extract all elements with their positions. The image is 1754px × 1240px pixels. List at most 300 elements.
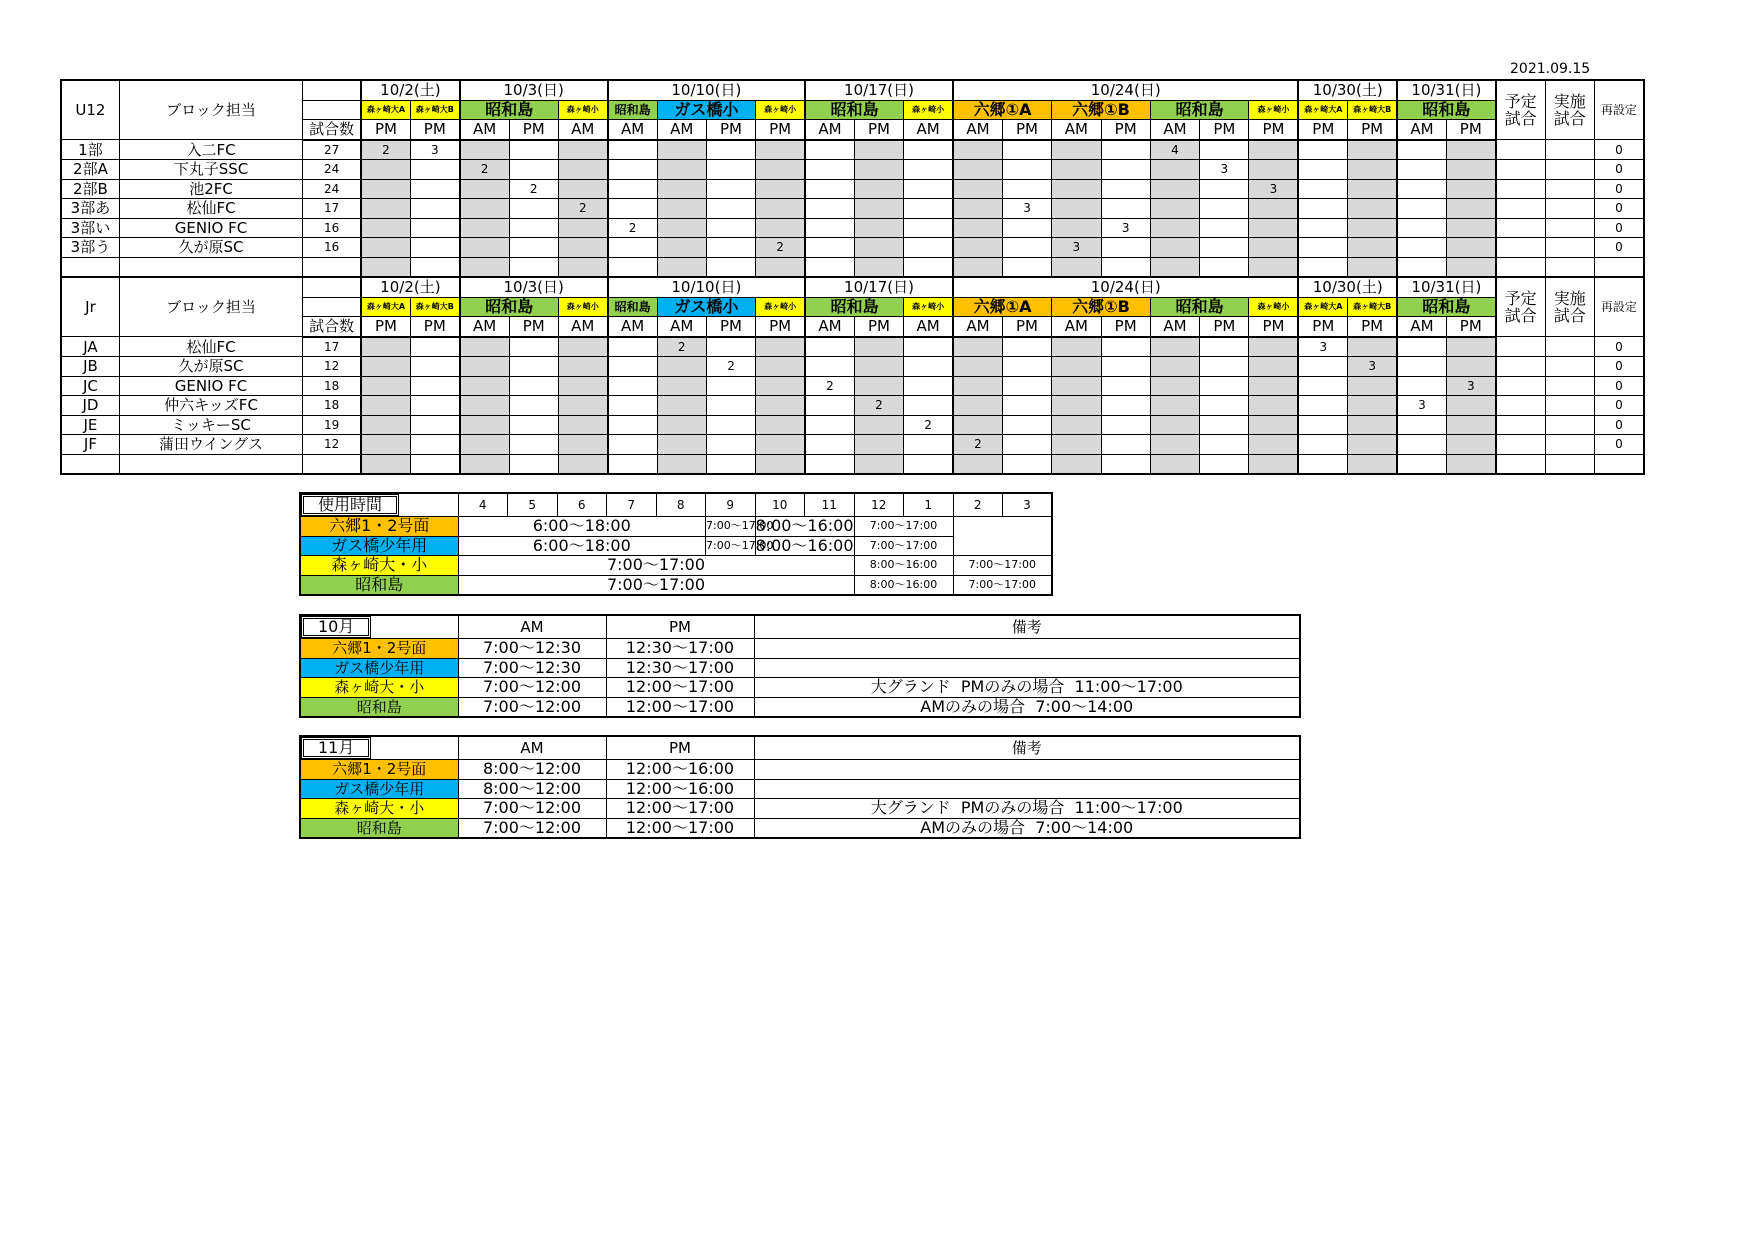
slot-header: PM	[1298, 120, 1347, 140]
slot-cell	[1446, 396, 1495, 416]
slot-cell	[1298, 238, 1347, 258]
date-header: 10/31(日)	[1397, 80, 1496, 100]
venue-header: 森ヶ崎大B	[1348, 297, 1397, 317]
slot-cell	[1200, 199, 1249, 219]
slot-cell	[1101, 376, 1150, 396]
usage-cell: 8:00～16:00	[755, 516, 854, 536]
table-row	[61, 160, 1644, 180]
block-header: ブロック担当	[119, 277, 302, 337]
slot-cell	[1249, 257, 1298, 277]
block-cell: 2部A	[61, 160, 119, 180]
slot-cell	[706, 199, 755, 219]
yotei-label: 予定試合	[1504, 288, 1537, 325]
usage-title	[300, 493, 458, 517]
slot-cell	[410, 160, 459, 180]
slot-cell	[1101, 454, 1150, 474]
facility-label: 森ヶ崎大・小	[300, 678, 458, 698]
slot-cell	[608, 376, 657, 396]
date-header: 10/17(日)	[805, 277, 953, 297]
month-title-label: 10月	[301, 616, 371, 638]
slot-cell	[361, 160, 410, 180]
table-row	[61, 179, 1644, 199]
slot-cell	[756, 160, 805, 180]
slot-cell	[1200, 357, 1249, 377]
slot-cell	[756, 257, 805, 277]
team-cell: GENIO FC	[119, 376, 302, 396]
slot-header: PM	[1446, 317, 1495, 337]
slot-cell	[1298, 257, 1347, 277]
slot-cell	[410, 357, 459, 377]
section-label: U12	[61, 80, 119, 140]
slot-cell	[904, 257, 953, 277]
slot-cell	[1348, 337, 1397, 357]
slot-cell	[509, 140, 558, 160]
month-row	[300, 658, 1300, 678]
block-cell	[61, 257, 119, 277]
facility-label: 森ヶ崎大・小	[300, 556, 458, 576]
slot-cell	[1348, 454, 1397, 474]
slot-cell	[1101, 415, 1150, 435]
slot-cell	[953, 218, 1002, 238]
blank-header	[303, 80, 361, 100]
slot-cell	[1446, 454, 1495, 474]
jisshi-header	[1545, 277, 1594, 337]
slot-cell	[1298, 199, 1347, 219]
slot-cell	[558, 396, 607, 416]
block-cell: 3部う	[61, 238, 119, 258]
reset-cell	[1594, 454, 1644, 474]
slot-cell	[657, 218, 706, 238]
slot-cell	[1348, 238, 1397, 258]
slot-cell	[1446, 140, 1495, 160]
slot-cell	[953, 199, 1002, 219]
slot-cell: 3	[1348, 357, 1397, 377]
slot-cell	[608, 337, 657, 357]
slot-cell	[904, 238, 953, 258]
slot-cell	[953, 257, 1002, 277]
slot-cell	[1052, 257, 1101, 277]
slot-cell	[410, 415, 459, 435]
games-cell: 17	[303, 337, 361, 357]
schedule-table	[60, 79, 1645, 475]
facility-label: 六郷1・2号面	[300, 517, 458, 537]
slot-cell	[1150, 357, 1199, 377]
slot-cell	[608, 160, 657, 180]
note-cell	[754, 639, 1300, 659]
slot-cell	[1298, 396, 1347, 416]
slot-cell: 2	[953, 435, 1002, 455]
block-cell: JE	[61, 415, 119, 435]
slot-cell	[1052, 376, 1101, 396]
slot-cell	[706, 435, 755, 455]
slot-cell: 2	[854, 396, 903, 416]
slot-cell	[657, 160, 706, 180]
usage-cell: 7:00～17:00	[953, 556, 1052, 576]
slot-cell	[361, 218, 410, 238]
slot-cell	[410, 435, 459, 455]
slot-cell	[904, 218, 953, 238]
slot-cell	[558, 337, 607, 357]
date-header: 10/10(日)	[608, 80, 805, 100]
venue-header: 昭和島	[608, 297, 657, 317]
slot-cell	[1249, 376, 1298, 396]
reset-cell: 0	[1594, 160, 1644, 180]
date-header: 10/17(日)	[805, 80, 953, 100]
pm-cell: 12:00～16:00	[606, 760, 754, 780]
slot-cell	[1002, 454, 1051, 474]
note-cell: AMのみの場合 7:00～14:00	[754, 697, 1300, 717]
slot-cell	[756, 415, 805, 435]
slot-header: AM	[1150, 120, 1199, 140]
slot-header: PM	[361, 120, 410, 140]
slot-cell	[361, 238, 410, 258]
blank-header	[303, 100, 361, 120]
slot-cell	[953, 160, 1002, 180]
month-row	[300, 779, 1300, 799]
slot-cell	[460, 199, 509, 219]
slot-cell	[1200, 435, 1249, 455]
slot-cell	[1101, 179, 1150, 199]
block-cell: 3部い	[61, 218, 119, 238]
slot-cell	[854, 199, 903, 219]
slot-cell	[854, 140, 903, 160]
slot-header: PM	[410, 120, 459, 140]
month-row	[300, 818, 1300, 838]
slot-header: PM	[756, 317, 805, 337]
pm-cell: 12:00～17:00	[606, 818, 754, 838]
games-header: 試合数	[303, 317, 361, 337]
slot-cell	[509, 238, 558, 258]
slot-header: AM	[558, 317, 607, 337]
slot-cell	[1002, 218, 1051, 238]
slot-cell	[904, 376, 953, 396]
slot-cell	[1446, 199, 1495, 219]
slot-cell	[805, 337, 854, 357]
slot-cell	[1397, 357, 1446, 377]
month-title-label: 11月	[301, 737, 371, 759]
slot-cell	[509, 376, 558, 396]
yotei-cell	[1496, 415, 1545, 435]
slot-cell	[706, 218, 755, 238]
slot-cell	[410, 257, 459, 277]
slot-cell	[805, 199, 854, 219]
slot-cell	[1298, 454, 1347, 474]
slot-cell	[1249, 218, 1298, 238]
slot-cell	[1348, 218, 1397, 238]
slot-cell	[657, 140, 706, 160]
slot-cell: 2	[657, 337, 706, 357]
pm-cell: 12:00～17:00	[606, 697, 754, 717]
venue-header: 昭和島	[805, 100, 904, 120]
slot-cell	[1249, 337, 1298, 357]
slot-cell	[657, 199, 706, 219]
blank-header	[303, 277, 361, 297]
slot-cell	[904, 199, 953, 219]
month-row	[300, 799, 1300, 819]
month-header: 4	[458, 493, 508, 517]
month-header: 12	[854, 493, 904, 517]
games-cell: 27	[303, 140, 361, 160]
usage-cell: 6:00～18:00	[458, 536, 706, 556]
slot-cell	[1002, 140, 1051, 160]
reset-cell: 0	[1594, 199, 1644, 219]
facility-label: ガス橋少年用	[300, 658, 458, 678]
slot-cell	[1249, 199, 1298, 219]
slot-cell	[1249, 415, 1298, 435]
slot-cell	[756, 435, 805, 455]
slot-cell	[657, 238, 706, 258]
slot-cell	[1446, 435, 1495, 455]
slot-cell	[1397, 415, 1446, 435]
venue-header: 六郷①B	[1052, 100, 1151, 120]
slot-cell	[1200, 337, 1249, 357]
jisshi-cell	[1545, 454, 1594, 474]
slot-cell	[1101, 160, 1150, 180]
slot-cell	[509, 357, 558, 377]
slot-cell	[558, 179, 607, 199]
slot-cell	[1397, 238, 1446, 258]
slot-cell	[1298, 415, 1347, 435]
slot-cell	[1150, 415, 1199, 435]
slot-header: AM	[657, 317, 706, 337]
slot-cell	[1397, 218, 1446, 238]
slot-cell	[1150, 199, 1199, 219]
jisshi-cell	[1545, 257, 1594, 277]
jisshi-cell	[1545, 357, 1594, 377]
slot-cell: 4	[1150, 140, 1199, 160]
month-header: 8	[656, 493, 706, 517]
facility-label: 昭和島	[300, 697, 458, 717]
slot-header: AM	[1052, 120, 1101, 140]
slot-header: PM	[1249, 317, 1298, 337]
reset-cell: 0	[1594, 337, 1644, 357]
slot-cell	[657, 257, 706, 277]
team-cell: 下丸子SSC	[119, 160, 302, 180]
jisshi-cell	[1545, 415, 1594, 435]
slot-cell	[657, 179, 706, 199]
slot-cell	[953, 357, 1002, 377]
usage-row	[300, 556, 1052, 576]
table-row	[61, 435, 1644, 455]
slot-cell	[460, 179, 509, 199]
slot-cell	[706, 238, 755, 258]
slot-cell	[608, 415, 657, 435]
slot-header: PM	[854, 120, 903, 140]
slot-cell: 2	[706, 357, 755, 377]
slot-header: AM	[953, 120, 1002, 140]
jisshi-cell	[1545, 140, 1594, 160]
slot-cell	[657, 454, 706, 474]
slot-cell	[1348, 415, 1397, 435]
slot-cell	[904, 396, 953, 416]
date-header: 10/2(土)	[361, 277, 460, 297]
team-cell	[119, 257, 302, 277]
slot-cell	[1298, 357, 1347, 377]
slot-cell	[854, 160, 903, 180]
slot-cell	[460, 396, 509, 416]
slot-header: PM	[410, 317, 459, 337]
slot-cell	[805, 218, 854, 238]
jisshi-cell	[1545, 396, 1594, 416]
month-row	[300, 697, 1300, 717]
jisshi-label: 実施試合	[1553, 288, 1586, 325]
slot-cell	[1397, 140, 1446, 160]
date-header: 10/10(日)	[608, 277, 805, 297]
slot-cell	[608, 454, 657, 474]
usage-cell: 7:00～17:00	[854, 517, 953, 537]
november-table	[299, 735, 1301, 839]
slot-cell	[460, 238, 509, 258]
slot-cell	[460, 454, 509, 474]
venue-header: 森ヶ崎小	[1249, 100, 1298, 120]
slot-cell	[904, 160, 953, 180]
venue-header: 森ヶ崎小	[904, 297, 953, 317]
venue-header: 森ヶ崎大B	[410, 297, 459, 317]
slot-header: PM	[509, 317, 558, 337]
slot-cell	[1150, 160, 1199, 180]
games-cell: 17	[303, 199, 361, 219]
usage-cell: 8:00～16:00	[755, 535, 854, 555]
note-cell: AMのみの場合 7:00～14:00	[754, 818, 1300, 838]
slot-cell	[805, 435, 854, 455]
slot-cell	[854, 238, 903, 258]
slot-cell	[706, 415, 755, 435]
slot-cell	[608, 140, 657, 160]
slot-cell	[558, 160, 607, 180]
slot-cell	[805, 257, 854, 277]
block-header: ブロック担当	[119, 80, 302, 140]
slot-cell	[558, 140, 607, 160]
usage-cell: 7:00～17:00	[706, 536, 756, 556]
slot-cell	[805, 160, 854, 180]
jisshi-cell	[1545, 435, 1594, 455]
slot-header: AM	[904, 317, 953, 337]
slot-cell	[1446, 238, 1495, 258]
am-cell: 8:00～12:00	[458, 760, 606, 780]
slot-cell	[756, 357, 805, 377]
slot-cell	[1348, 179, 1397, 199]
slot-cell	[1397, 376, 1446, 396]
venue-header: 昭和島	[1397, 100, 1496, 120]
venue-header: 昭和島	[1150, 100, 1249, 120]
team-cell: 久が原SC	[119, 238, 302, 258]
slot-cell: 2	[361, 140, 410, 160]
facility-label: 昭和島	[300, 575, 458, 595]
slot-cell	[460, 435, 509, 455]
table-row	[61, 257, 1644, 277]
slot-cell	[1200, 415, 1249, 435]
reset-cell: 0	[1594, 415, 1644, 435]
venue-header: 六郷①A	[953, 100, 1052, 120]
yotei-cell	[1496, 160, 1545, 180]
slot-cell	[1150, 435, 1199, 455]
slot-cell	[509, 337, 558, 357]
table-row	[61, 140, 1644, 160]
games-cell: 19	[303, 415, 361, 435]
usage-row	[300, 575, 1052, 595]
slot-header: PM	[1200, 120, 1249, 140]
slot-cell	[509, 454, 558, 474]
slot-cell	[756, 454, 805, 474]
slot-header: PM	[706, 317, 755, 337]
slot-cell	[1002, 160, 1051, 180]
block-cell: JB	[61, 357, 119, 377]
slot-cell	[1052, 396, 1101, 416]
slot-cell	[410, 376, 459, 396]
slot-cell	[558, 376, 607, 396]
slot-cell	[1348, 257, 1397, 277]
block-cell	[61, 454, 119, 474]
reset-cell: 0	[1594, 238, 1644, 258]
slot-cell	[805, 238, 854, 258]
slot-cell	[854, 454, 903, 474]
team-cell: 仲六キッズFC	[119, 396, 302, 416]
slot-cell	[1446, 337, 1495, 357]
slot-cell	[410, 218, 459, 238]
slot-cell	[1200, 140, 1249, 160]
slot-cell	[558, 357, 607, 377]
team-cell: 松仙FC	[119, 337, 302, 357]
date-header: 10/30(土)	[1298, 277, 1397, 297]
slot-cell	[953, 376, 1002, 396]
usage-cell: 8:00～16:00	[854, 575, 953, 595]
slot-cell	[460, 140, 509, 160]
slot-cell	[460, 257, 509, 277]
slot-cell	[460, 337, 509, 357]
venue-header: 森ヶ崎小	[904, 100, 953, 120]
slot-cell	[1200, 376, 1249, 396]
games-cell: 12	[303, 435, 361, 455]
slot-cell	[1052, 415, 1101, 435]
slot-cell	[1200, 179, 1249, 199]
slot-cell	[657, 357, 706, 377]
slot-cell	[1298, 435, 1347, 455]
slot-cell	[657, 396, 706, 416]
slot-cell	[1446, 257, 1495, 277]
slot-cell: 2	[756, 238, 805, 258]
slot-cell	[1200, 396, 1249, 416]
slot-header: AM	[1397, 317, 1446, 337]
month-title	[300, 736, 458, 760]
slot-cell	[509, 199, 558, 219]
slot-cell	[1397, 179, 1446, 199]
slot-cell	[805, 140, 854, 160]
games-header: 試合数	[303, 120, 361, 140]
slot-cell	[904, 454, 953, 474]
slot-cell	[805, 396, 854, 416]
slot-cell	[1249, 435, 1298, 455]
slot-cell	[706, 337, 755, 357]
yotei-cell	[1496, 238, 1545, 258]
jisshi-cell	[1545, 238, 1594, 258]
slot-header: AM	[805, 120, 854, 140]
slot-cell	[410, 454, 459, 474]
venue-header: 六郷①A	[953, 297, 1052, 317]
yotei-header	[1496, 277, 1545, 337]
block-cell: 2部B	[61, 179, 119, 199]
games-cell: 18	[303, 376, 361, 396]
slot-cell	[1002, 179, 1051, 199]
slot-cell	[1052, 357, 1101, 377]
blank-header	[303, 297, 361, 317]
slot-cell	[1052, 435, 1101, 455]
slot-cell	[509, 257, 558, 277]
jisshi-cell	[1545, 160, 1594, 180]
team-cell: 松仙FC	[119, 199, 302, 219]
slot-header: PM	[854, 317, 903, 337]
slot-cell	[361, 396, 410, 416]
slot-cell	[1249, 238, 1298, 258]
